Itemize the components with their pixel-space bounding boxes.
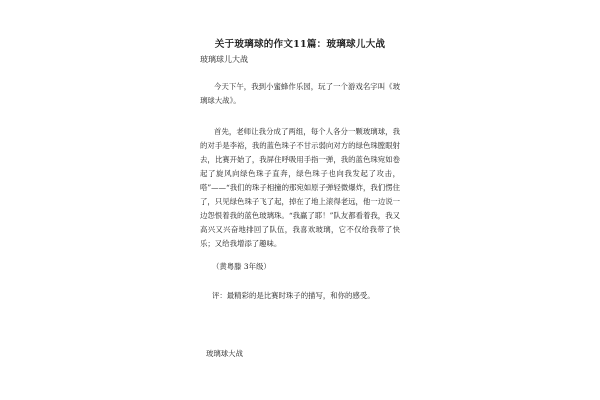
next-essay-title: 玻璃球大战 — [206, 349, 243, 358]
paragraph-intro: 今天下午，我到小蜜蜂作乐园，玩了一个游戏名字叫《玻璃球大战》。 — [200, 82, 400, 105]
teacher-comment: 评：最精彩的是比赛时珠子的描写，和你的感受。 — [212, 291, 375, 300]
document-subtitle: 玻璃球儿大战 — [200, 55, 248, 64]
paragraph-body: 首先，老师让我分成了两组，每个人各分一颗玻璃球，我的对手是李裕，我的蓝色珠子不甘示弱向对方的绿色珠膛眼射去，比赛开始了，我屏住呼吸用手指一弹，我的蓝色珠宛如卷起了旋风向绿色珠子直奔，绿色珠子也向我发起了攻击，嗒”——“我们的珠子相撞的那宛如原子弹轻微爆炸，我们愣住了，只见绿色珠子飞了起，掉在了地上滚得老远，他一边说一边怨恨着我的蓝色玻璃珠。“我赢了耶！”队友都看着我，我又高兴又兴奋地排回了队伍，我喜欢玻璃，它不仅给我带了快乐；又给我增添了趣味。 — [200, 127, 400, 248]
author-line: （黄粤滕 3年级） — [212, 262, 271, 271]
document-title: 关于玻璃球的作文11篇：玻璃球儿大战 — [214, 39, 386, 50]
